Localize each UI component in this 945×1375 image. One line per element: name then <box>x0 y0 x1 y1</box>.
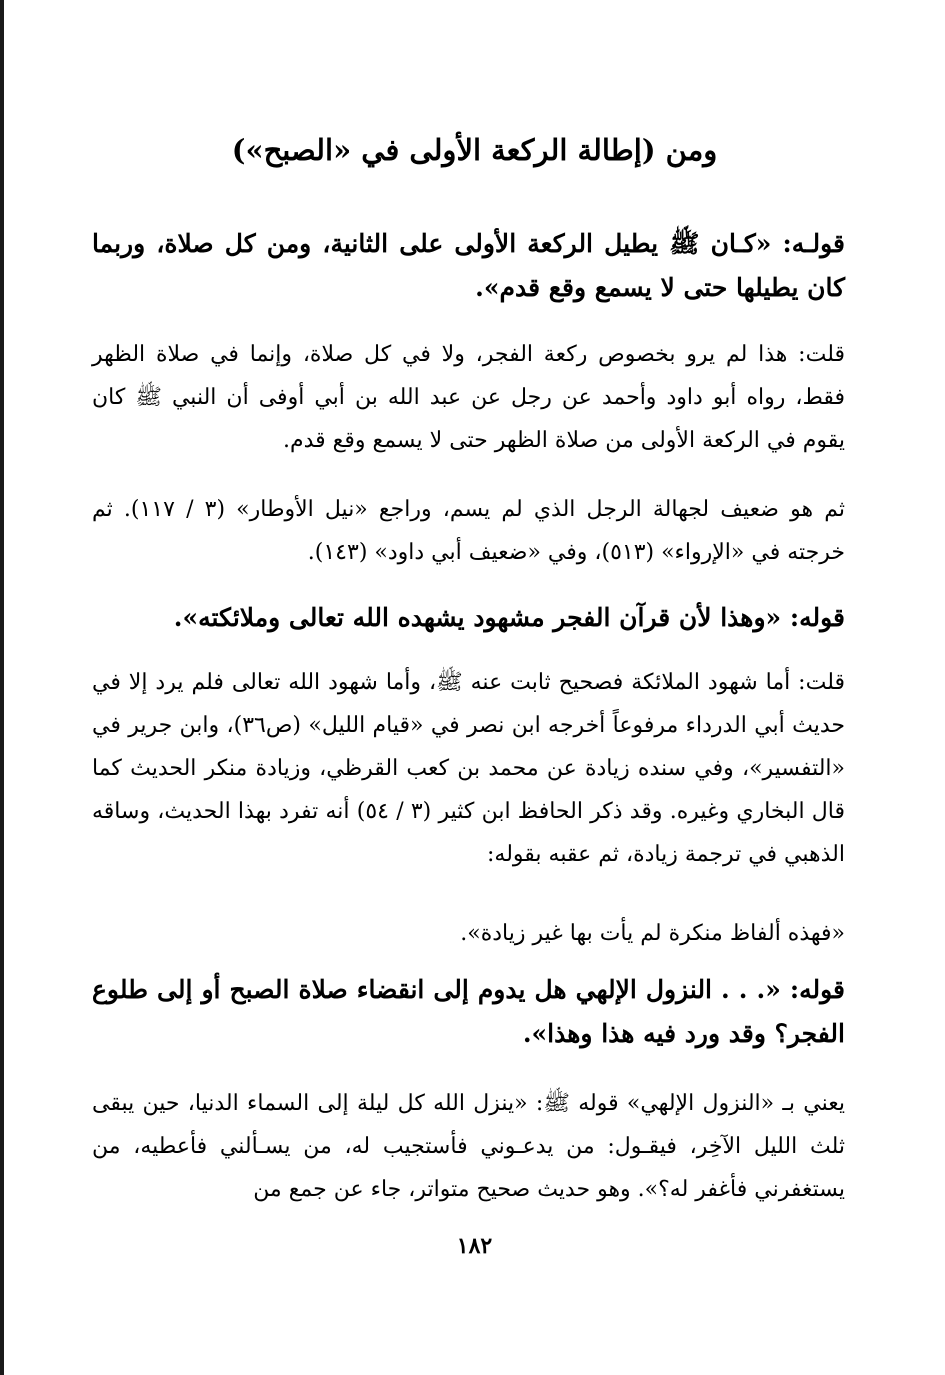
paragraph-text: «فهذه ألفاظ منكرة لم يأت بها غير زيادة». <box>460 921 845 946</box>
paragraph-text: قلت: هذا لم يرو بخصوص ركعة الفجر، ولا في كل صلاة، وإنما في صلاة الظهر فقط، رواه أبو داود وأحمد عن رجل عن عبد الله بن أبي أوفى أن النبي ﷺ كان يقوم في الركعة الأولى من صلاة الظهر حتى لا يسمع وقع قدم. <box>92 342 845 453</box>
paragraph-text: قوله: «وهذا لأن قرآن الفجر مشهود يشهده الله تعالى وملائكته». <box>173 603 845 632</box>
paragraph-text: قولـه: «كـان ﷺ يطيل الركعة الأولى على الثانية، ومن كل صلاة، وربما كان يطيلها حتى لا يسمع وقع قدم». <box>92 229 845 302</box>
paragraph-note-2 <box>92 488 845 574</box>
paragraph-text: يعني بـ «النزول الإلهي» قوله ﷺ: «ينزل الله كل ليلة إلى السماء الدنيا، حين يبقى ثلث الليل الآخِر، فيقـول: من يدعـوني فأستجيب له، من يسـألني فأعطيه، من يستغفرني فأغفر له؟». وهو حديث صحيح متواتر، جاء عن جمع من <box>92 1091 845 1202</box>
paragraph-note-1 <box>92 333 845 462</box>
paragraph-note-3 <box>92 661 845 876</box>
page-number: ١٨٢ <box>456 1233 493 1259</box>
paragraph-text: ثم هو ضعيف لجهالة الرجل الذي لم يسم، وراجع «نيل الأوطار» (٣ / ١١٧). ثم خرجته في «الإرواء» (٥١٣)، وفي «ضعيف أبي داود» (١٤٣). <box>92 497 845 565</box>
paragraph-quote-3 <box>92 968 845 1056</box>
paragraph-quote-2 <box>92 596 845 640</box>
paragraph-quotation <box>92 912 845 955</box>
paragraph-text: قوله: «. . . النزول الإلهي هل يدوم إلى انقضاء صلاة الصبح أو إلى طلوع الفجر؟ وقد ورد فيه هذا وهذا». <box>92 975 845 1048</box>
paragraph-text: قلت: أما شهود الملائكة فصحيح ثابت عنه ﷺ، وأما شهود الله تعالى فلم يرد إلا في حديث أبي الدرداء مرفوعاً أخرجه ابن نصر في «قيام الليل» (ص٣٦)، وابن جرير في «التفسير»، وفي سنده زيادة عن محمد بن كعب القرظي، وزيادة منكر الحديث كما قال البخاري وغيره. وقد ذكر الحافظ ابن كثير (٣ / ٥٤) أنه تفرد بهذا الحديث، وساقه الذهبي في ترجمة زيادة، ثم عقبه بقوله: <box>92 670 846 867</box>
paragraph-quote-1 <box>92 222 845 310</box>
paragraph-note-4 <box>92 1082 845 1211</box>
section-title: ومن (إطالة الركعة الأولى في «الصبح») <box>231 133 718 167</box>
